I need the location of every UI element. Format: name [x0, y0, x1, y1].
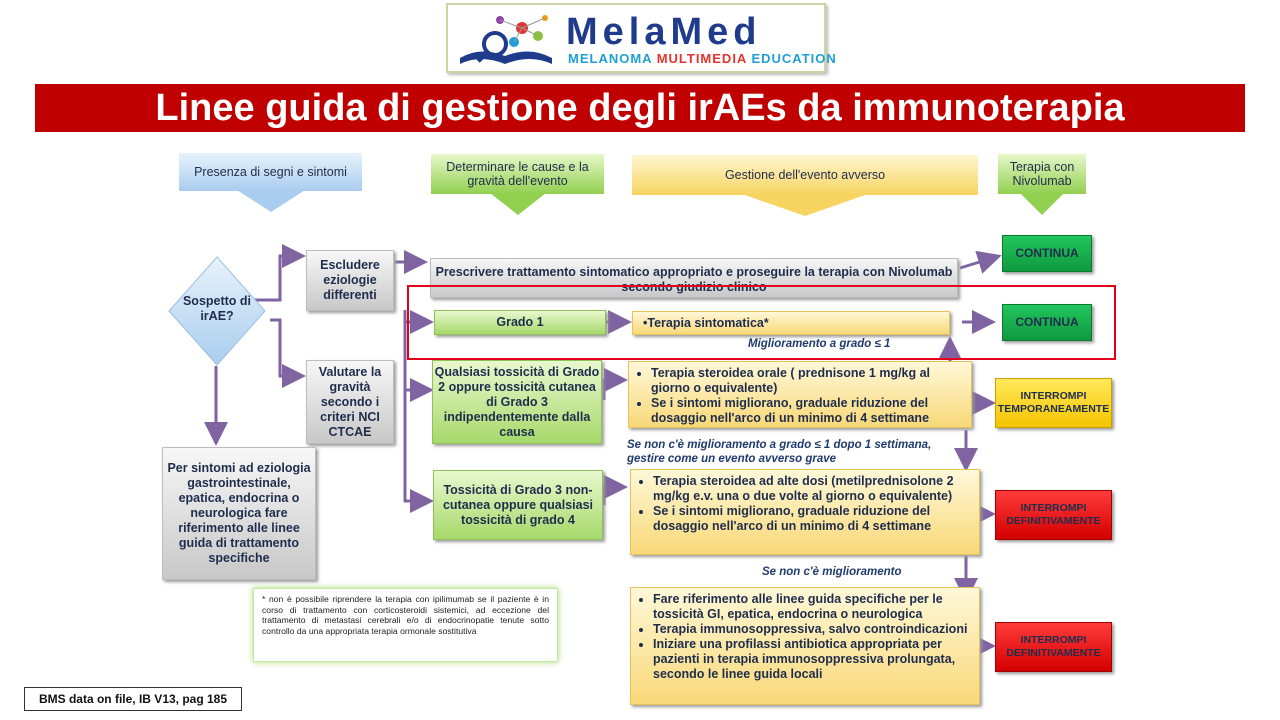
grade2-therapy-item: • Se i sintomi migliorano, graduale riduzione del dosaggio nell'arco di un minimo di 4 settimane — [651, 396, 963, 426]
grade1-box: Grado 1 — [434, 310, 606, 335]
header-management: Gestione dell'evento avverso — [632, 155, 978, 195]
suspect-label: Sospetto di irAE? — [182, 294, 252, 323]
header-therapy: Terapia con Nivolumab — [998, 154, 1086, 194]
interrupt-definitive-badge-1: INTERROMPI DEFINITIVAMENTE — [995, 490, 1112, 540]
source-citation: BMS data on file, IB V13, pag 185 — [24, 687, 242, 711]
grade3-therapy-item: • Se i sintomi migliorano, graduale riduzione del dosaggio nell'arco di un minimo di 4 settimane — [653, 504, 971, 534]
grade3-therapy-box — [630, 469, 980, 555]
grade1-highlight-frame — [407, 285, 1116, 360]
header-signs-tip — [237, 190, 305, 212]
grade2-box: Qualsiasi tossicità di Grado 2 oppure tossicità cutanea di Grado 3 indipendentemente dalla causa — [432, 360, 602, 444]
refer-therapy-item: • Iniziare una profilassi antibiotica appropriata per pazienti in terapia immunosoppressiva prolungata, secondo le linee guida locali — [653, 637, 971, 682]
refer-therapy-item: • Terapia immunosoppressiva, salvo controindicazioni — [653, 622, 971, 637]
arrow-grade2-therapy — [604, 380, 622, 400]
header-signs: Presenza di segni e sintomi — [179, 153, 362, 191]
exclude-box: Escludere eziologie differenti — [306, 250, 394, 311]
logo-subtitle-accent: MULTIMEDIA — [656, 51, 747, 66]
logo-subtitle-main: MELANOMA — [568, 51, 657, 66]
header-therapy-tip — [1020, 193, 1064, 215]
arrow-prescribe-continue — [960, 257, 996, 268]
evaluate-box: Valutare la gravità secondo i criteri NCI CTCAE — [306, 360, 394, 444]
page-title: Linee guida di gestione degli irAEs da immunoterapia — [35, 84, 1245, 132]
refer-therapy-box — [630, 587, 980, 705]
header-causes-tip — [490, 193, 546, 215]
continue-badge-1: CONTINUA — [1002, 235, 1092, 272]
arrow-grade3-therapy — [604, 487, 622, 505]
interrupt-definitive-badge-2: INTERROMPI DEFINITIVAMENTE — [995, 622, 1112, 672]
grade2-therapy-item: • Terapia steroidea orale ( prednisone 1 mg/kg al giorno o equivalente) — [651, 366, 963, 396]
continue-badge-2: CONTINUA — [1002, 304, 1092, 341]
header-causes: Determinare le cause e la gravità dell'evento — [431, 154, 604, 194]
no-improvement-note-line2: gestire come un evento avverso grave — [627, 453, 837, 465]
grade3-box: Tossicità di Grado 3 non-cutanea oppure qualsiasi tossicità di grado 4 — [433, 470, 603, 540]
grade1-therapy-box: •Terapia sintomatica* — [632, 311, 950, 335]
refer-therapy-item: • Fare riferimento alle linee guida specifiche per le tossicità GI, epatica, endocrina o neurologica — [653, 592, 971, 622]
logo-title: MelaMed — [566, 11, 762, 53]
no-improvement-short-note: Se non c'è miglioramento — [762, 566, 902, 578]
specific-guidelines-box: Per sintomi ad eziologia gastrointestinale, epatica, endocrina o neurologica fare riferimento alle linee guida di trattamento specifiche — [162, 447, 316, 580]
header-management-tip — [742, 194, 868, 216]
arrow-suspect-evaluate — [270, 320, 300, 376]
logo-subtitle-end: EDUCATION — [746, 51, 837, 66]
no-improvement-note-line1: Se non c'è miglioramento a grado ≤ 1 dopo 1 settimana, — [627, 439, 932, 451]
footnote: * non è possibile riprendere la terapia con ipilimumab se il paziente è in corso di trattamento con corticosteroidi sistemici, ad eccezione del trattamento di metastasi cerebrali e/o di endocrinopatie tenute sotto controllo da una appropriata terapia ormonale sostitutiva — [253, 588, 558, 662]
arrow-evaluate-grade2 — [405, 377, 428, 390]
prescribe-box: Prescrivere trattamento sintomatico appropriato e proseguire la terapia con Nivolumab secondo giudizio clinico — [430, 258, 958, 298]
grade2-therapy-box — [628, 361, 972, 428]
interrupt-temporary-badge: INTERROMPI TEMPORANEAMENTE — [995, 378, 1112, 428]
improvement-note: Miglioramento a grado ≤ 1 — [748, 338, 891, 350]
grade3-therapy-item: • Terapia steroidea ad alte dosi (metilprednisolone 2 mg/kg e.v. una o due volte al giorno o equivalente) — [653, 474, 971, 504]
